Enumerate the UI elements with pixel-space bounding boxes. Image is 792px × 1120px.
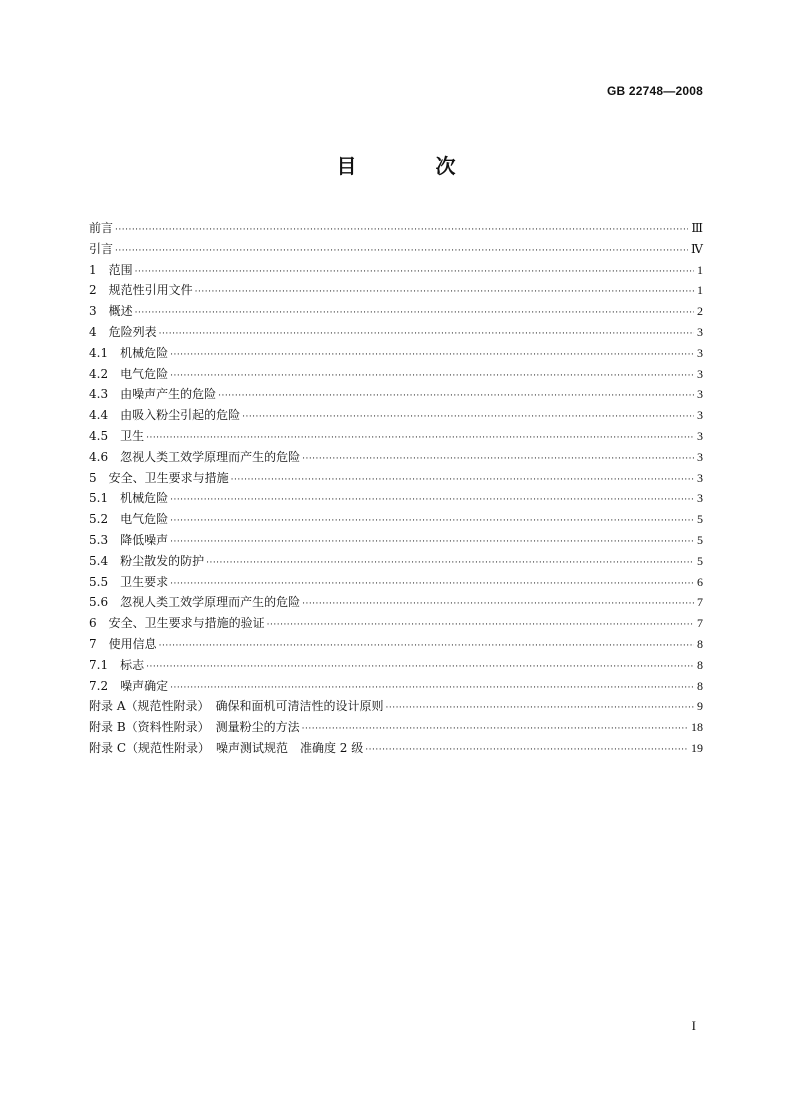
toc-entry-page: 1 — [697, 262, 703, 277]
toc-dot-leader — [170, 490, 694, 511]
toc-entry-page: 7 — [697, 595, 703, 610]
toc-entry-page: 2 — [697, 304, 703, 319]
toc-dot-leader — [195, 282, 694, 303]
toc-entry-label: 4 危险列表 — [89, 324, 157, 339]
toc-entry-page: 5 — [697, 553, 703, 568]
toc-dot-leader — [170, 574, 694, 595]
toc-entry-page: 3 — [697, 366, 703, 381]
toc-entry-label: 4.3 由噪声产生的危险 — [89, 387, 217, 402]
toc-entry[interactable] — [89, 655, 703, 676]
toc-entry-label: 4.6 忽视人类工效学原理而产生的危险 — [89, 449, 301, 464]
toc-dot-leader — [170, 678, 694, 699]
toc-dot-leader — [302, 594, 694, 615]
toc-entry-page: 3 — [697, 491, 703, 506]
toc-entry-label: 5.4 粉尘散发的防护 — [89, 553, 205, 568]
toc-dot-leader — [170, 366, 694, 387]
toc-dot-leader — [115, 220, 688, 241]
toc-entry-label: 2 规范性引用文件 — [89, 283, 193, 298]
toc-entry-page: 3 — [697, 408, 703, 423]
toc-entry[interactable] — [89, 572, 703, 593]
toc-entry[interactable] — [89, 488, 703, 509]
toc-entry-page: 5 — [697, 512, 703, 527]
toc-entry[interactable] — [89, 364, 703, 385]
toc-entry[interactable] — [89, 301, 703, 322]
toc-entry-label: 4.1 机械危险 — [89, 345, 169, 360]
toc-entry-label: 引言 — [89, 241, 114, 256]
toc-dot-leader — [302, 719, 688, 740]
toc-entry-page: 8 — [697, 678, 703, 693]
toc-entry-page: 6 — [697, 574, 703, 589]
toc-dot-leader — [170, 511, 694, 532]
toc-entry[interactable] — [89, 384, 703, 405]
toc-dot-leader — [135, 303, 694, 324]
toc-entry-label: 5 安全、卫生要求与措施 — [89, 470, 229, 485]
toc-dot-leader — [242, 407, 694, 428]
toc-dot-leader — [218, 386, 694, 407]
toc-dot-leader — [231, 470, 694, 491]
toc-dot-leader — [159, 636, 694, 657]
toc-entry[interactable] — [89, 530, 703, 551]
toc-entry[interactable] — [89, 447, 703, 468]
toc-entry-label: 3 概述 — [89, 304, 133, 319]
toc-entry-label: 7.1 标志 — [89, 657, 145, 672]
toc-entry-label: 6 安全、卫生要求与措施的验证 — [89, 616, 265, 631]
toc-dot-leader — [159, 324, 694, 345]
toc-entry-page: 3 — [697, 470, 703, 485]
toc-entry[interactable] — [89, 738, 703, 759]
toc-dot-leader — [302, 449, 694, 470]
toc-entry[interactable] — [89, 260, 703, 281]
toc-dot-leader — [146, 428, 694, 449]
toc-entry[interactable] — [89, 717, 703, 738]
toc-dot-leader — [135, 262, 694, 283]
toc-entry[interactable] — [89, 509, 703, 530]
toc-entry-page: Ⅳ — [691, 241, 703, 256]
toc-entry-page: 8 — [697, 657, 703, 672]
toc-entry-page: 3 — [697, 449, 703, 464]
toc-dot-leader — [365, 740, 688, 761]
toc-dot-leader — [146, 657, 694, 678]
toc-entry-label: 5.6 忽视人类工效学原理而产生的危险 — [89, 595, 301, 610]
toc-entry[interactable] — [89, 613, 703, 634]
toc-entry-page: 19 — [691, 740, 703, 755]
table-of-contents — [89, 218, 703, 759]
toc-entry[interactable] — [89, 239, 703, 260]
toc-entry-label: 4.2 电气危险 — [89, 366, 169, 381]
toc-entry-page: 1 — [697, 283, 703, 298]
toc-entry-page: 7 — [697, 616, 703, 631]
toc-entry-page: 8 — [697, 636, 703, 651]
toc-entry-label: 5.3 降低噪声 — [89, 532, 169, 547]
toc-entry-label: 5.5 卫生要求 — [89, 574, 169, 589]
toc-entry-label: 附录 A（规范性附录） 确保和面机可清洁性的设计原则 — [89, 699, 384, 714]
document-number: GB 22748—2008 — [607, 84, 703, 98]
toc-entry-label: 附录 B（资料性附录） 测量粉尘的方法 — [89, 720, 300, 735]
toc-entry-page: 3 — [697, 345, 703, 360]
toc-entry-label: 1 范围 — [89, 262, 133, 277]
toc-entry-label: 7.2 噪声确定 — [89, 678, 169, 693]
toc-entry[interactable] — [89, 426, 703, 447]
toc-entry[interactable] — [89, 676, 703, 697]
toc-dot-leader — [115, 241, 688, 262]
toc-entry-page: 3 — [697, 324, 703, 339]
toc-entry[interactable] — [89, 343, 703, 364]
toc-entry-page: 3 — [697, 387, 703, 402]
toc-entry[interactable] — [89, 634, 703, 655]
toc-entry-page: 9 — [697, 699, 703, 714]
toc-entry-label: 5.2 电气危险 — [89, 512, 169, 527]
toc-entry-page: 18 — [691, 720, 703, 735]
toc-dot-leader — [206, 553, 694, 574]
toc-entry-page: Ⅲ — [691, 221, 703, 235]
toc-entry[interactable] — [89, 405, 703, 426]
toc-entry-label: 4.4 由吸入粉尘引起的危险 — [89, 408, 241, 423]
toc-entry-page: 5 — [697, 532, 703, 547]
toc-entry-label: 4.5 卫生 — [89, 428, 145, 443]
toc-entry[interactable] — [89, 696, 703, 717]
toc-dot-leader — [170, 532, 694, 553]
toc-entry[interactable] — [89, 218, 703, 239]
toc-entry[interactable] — [89, 468, 703, 489]
toc-entry-label: 7 使用信息 — [89, 636, 157, 651]
toc-entry-page: 3 — [697, 428, 703, 443]
toc-entry-label: 5.1 机械危险 — [89, 491, 169, 506]
toc-dot-leader — [267, 615, 694, 636]
toc-entry[interactable] — [89, 280, 703, 301]
toc-entry[interactable] — [89, 551, 703, 572]
toc-entry[interactable] — [89, 592, 703, 613]
page-title: 目 次 — [336, 154, 492, 178]
page-number: I — [691, 1018, 696, 1033]
toc-dot-leader — [170, 345, 694, 366]
toc-entry-label: 附录 C（规范性附录） 噪声测试规范 准确度 2 级 — [89, 740, 364, 755]
toc-entry-label: 前言 — [89, 221, 114, 235]
toc-dot-leader — [385, 698, 694, 719]
toc-entry[interactable] — [89, 322, 703, 343]
